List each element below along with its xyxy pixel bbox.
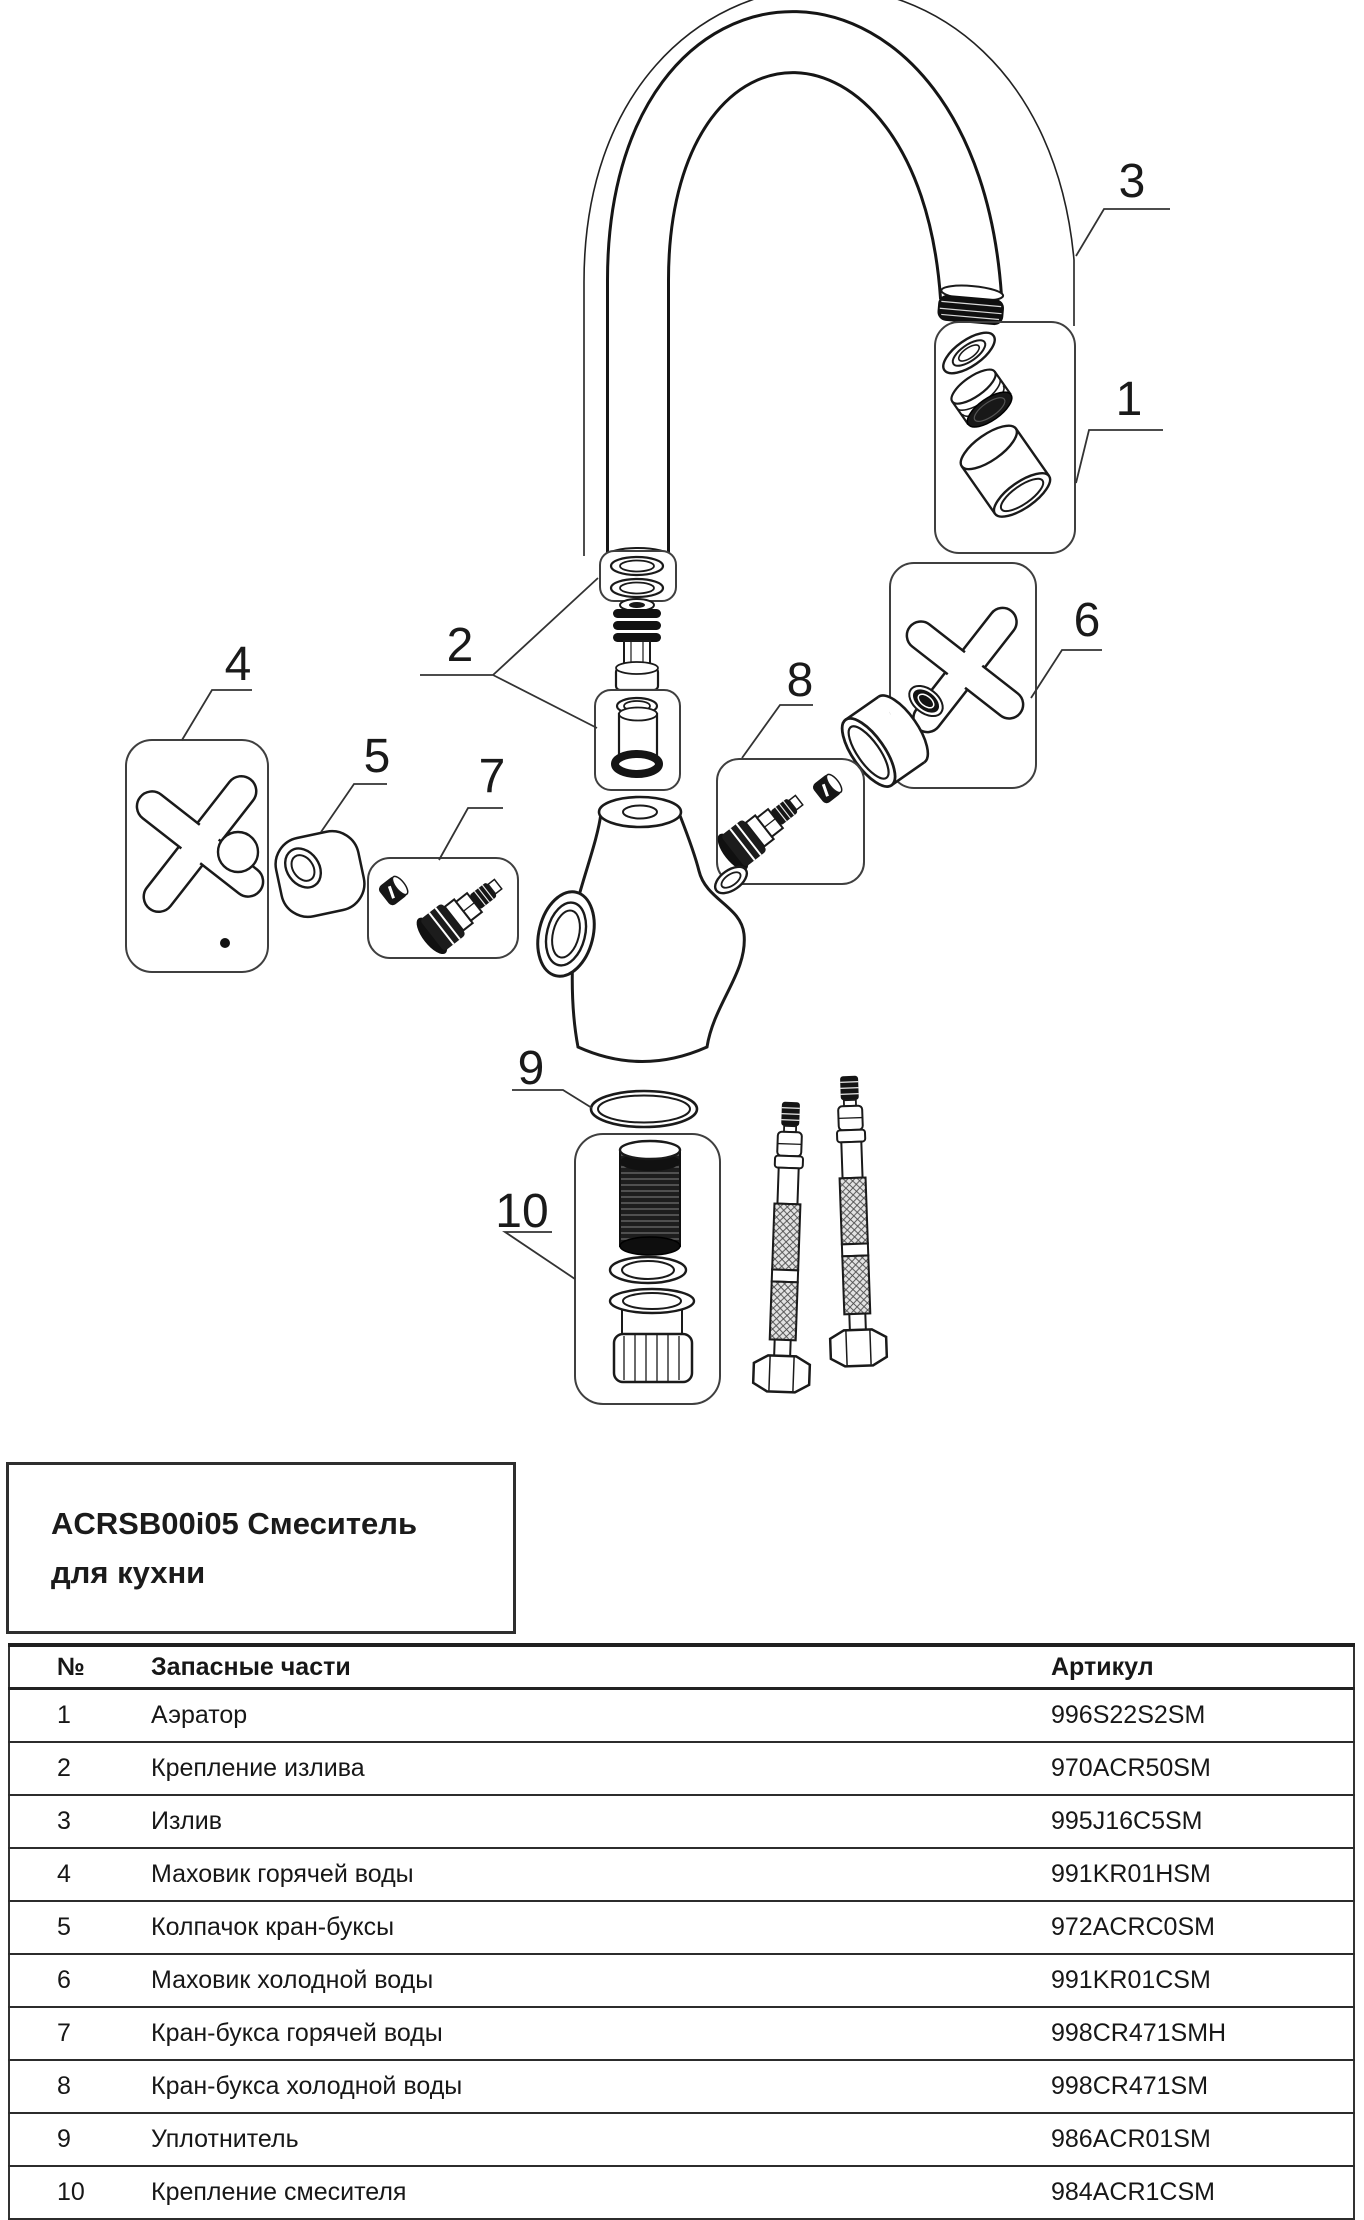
article-code: 972ACRC0SM xyxy=(1051,1901,1354,1954)
row-number: 9 xyxy=(9,2113,151,2166)
title-block xyxy=(6,1462,516,1634)
article-code: 970ACR50SM xyxy=(1051,1742,1354,1795)
row-number: 8 xyxy=(9,2060,151,2113)
callout-5-leader xyxy=(321,784,387,832)
cap-part xyxy=(271,826,370,922)
row-number: 5 xyxy=(9,1901,151,1954)
table-row xyxy=(9,2166,1354,2219)
table-row xyxy=(9,1742,1354,1795)
row-number: 4 xyxy=(9,1848,151,1901)
callout-1-leader xyxy=(1076,430,1163,483)
row-number: 6 xyxy=(9,1954,151,2007)
table-row xyxy=(9,1848,1354,1901)
hot-cartridge-nut xyxy=(377,873,411,907)
spout-oring-stack xyxy=(613,599,661,642)
article-code: 986ACR01SM xyxy=(1051,2113,1354,2166)
row-number: 1 xyxy=(9,1689,151,1743)
callout-9-label: 9 xyxy=(517,1042,545,1095)
part-name: Уплотнитель xyxy=(151,2113,1051,2166)
callout-10-leader xyxy=(505,1232,575,1279)
product-title-line1: ACRSB00i05 Смеситель xyxy=(51,1506,418,1541)
callout-6-label: 6 xyxy=(1073,594,1101,647)
callout-1-label: 1 xyxy=(1115,373,1143,426)
mount-nut xyxy=(610,1289,694,1383)
article-code: 991KR01CSM xyxy=(1051,1954,1354,2007)
table-row xyxy=(9,2007,1354,2060)
table-row xyxy=(9,2113,1354,2166)
article-code: 998CR471SMH xyxy=(1051,2007,1354,2060)
part-name: Аэратор xyxy=(151,1689,1051,1743)
table-row xyxy=(9,2060,1354,2113)
column-header-article: Артикул xyxy=(1051,1645,1354,1689)
parts-table-body xyxy=(9,1689,1354,2220)
row-number: 2 xyxy=(9,1742,151,1795)
callout-3-label: 3 xyxy=(1118,155,1146,208)
row-number: 3 xyxy=(9,1795,151,1848)
callout-4-leader xyxy=(182,690,252,740)
callout-5-label: 5 xyxy=(363,730,391,783)
mount-stud xyxy=(620,1141,680,1255)
aerator-insert xyxy=(946,364,1017,434)
callout-2-label: 2 xyxy=(446,619,474,672)
product-title-line2: для кухни xyxy=(51,1555,206,1590)
hot-cartridge xyxy=(411,867,511,959)
table-row xyxy=(9,1954,1354,2007)
part-name: Излив xyxy=(151,1795,1051,1848)
spout-threads xyxy=(937,283,1006,326)
hot-handle-dot xyxy=(220,938,230,948)
spout-spindle xyxy=(616,641,658,690)
aerator-shell xyxy=(954,418,1056,525)
article-code: 991KR01HSM xyxy=(1051,1848,1354,1901)
part-name: Кран-букса холодной воды xyxy=(151,2060,1051,2113)
part-name: Кран-букса горячей воды xyxy=(151,2007,1051,2060)
callout-7-label: 7 xyxy=(478,750,506,803)
hose-right xyxy=(821,1075,887,1367)
table-row xyxy=(9,1689,1354,1743)
table-row xyxy=(9,1795,1354,1848)
callout-6-leader xyxy=(1031,650,1102,698)
seal-ring xyxy=(591,1091,697,1127)
callout-8-leader xyxy=(742,705,813,758)
callout-10-label: 10 xyxy=(495,1185,549,1238)
part-name: Колпачок кран-буксы xyxy=(151,1901,1051,1954)
parts-table xyxy=(8,1643,1355,2220)
article-code: 995J16C5SM xyxy=(1051,1795,1354,1848)
column-header-number: № xyxy=(9,1645,151,1689)
part-name: Маховик холодной воды xyxy=(151,1954,1051,2007)
table-row xyxy=(9,1901,1354,1954)
mount-washer xyxy=(610,1257,686,1283)
callout-3-leader xyxy=(1076,209,1170,256)
part-name: Маховик горячей воды xyxy=(151,1848,1051,1901)
row-number: 7 xyxy=(9,2007,151,2060)
callout-4-label: 4 xyxy=(224,638,252,691)
article-code: 998CR471SM xyxy=(1051,2060,1354,2113)
hot-handle xyxy=(90,733,311,956)
callout-8-label: 8 xyxy=(786,654,814,707)
row-number: 10 xyxy=(9,2166,151,2219)
cold-cartridge-nut xyxy=(811,771,845,805)
article-code: 984ACR1CSM xyxy=(1051,2166,1354,2219)
callout-7-leader xyxy=(439,808,503,860)
article-code: 996S22S2SM xyxy=(1051,1689,1354,1743)
part-name: Крепление излива xyxy=(151,1742,1051,1795)
hose-left xyxy=(753,1101,819,1393)
hot-handle-boss xyxy=(218,832,258,872)
spout-tube xyxy=(607,42,971,564)
table-header-row xyxy=(9,1645,1354,1689)
column-header-name: Запасные части xyxy=(151,1645,1051,1689)
cold-cartridge xyxy=(712,783,812,875)
part-name: Крепление смесителя xyxy=(151,2166,1051,2219)
